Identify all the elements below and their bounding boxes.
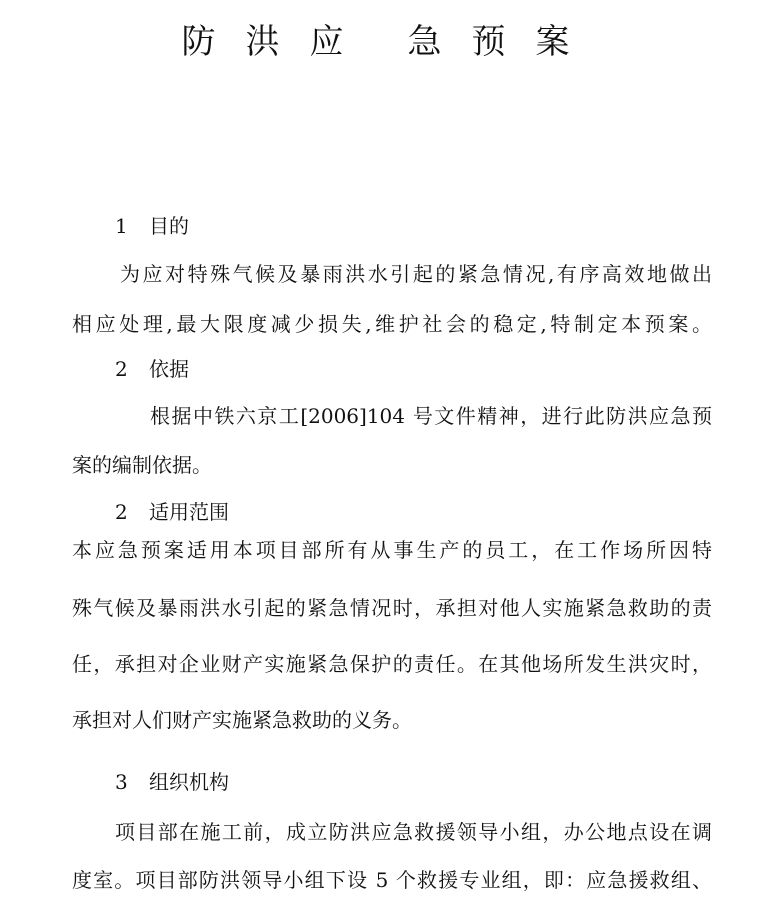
paragraph-line: 殊气候及暴雨洪水引起的紧急情况时，承担对他人实施紧急救助的责	[72, 596, 712, 620]
title-part-right: 急预案	[407, 22, 600, 62]
section-heading-2	[115, 357, 189, 381]
section-number: 2	[115, 357, 128, 381]
section-number: 3	[115, 770, 128, 794]
section-title: 依据	[149, 357, 189, 381]
section-title: 适用范围	[149, 500, 229, 524]
document-title	[0, 14, 781, 63]
paragraph-line: 案的编制依据。	[72, 453, 212, 477]
paragraph-line: 任，承担对企业财产实施紧急保护的责任。在其他场所发生洪灾时，	[72, 652, 712, 676]
paragraph-line: 度室。项目部防洪领导小组下设 5 个救援专业组，即：应急援救组、	[72, 868, 712, 892]
paragraph-line: 相应处理,最大限度减少损失,维护社会的稳定,特制定本预案。	[72, 312, 712, 336]
section-number: 2	[115, 500, 128, 524]
section-heading-1	[115, 214, 189, 238]
section-heading-4	[115, 770, 229, 794]
section-heading-3	[115, 500, 229, 524]
section-title: 组织机构	[149, 770, 229, 794]
paragraph-line: 根据中铁六京工[2006]104 号文件精神，进行此防洪应急预	[150, 404, 712, 428]
section-number: 1	[115, 214, 128, 238]
title-part-left: 防洪应	[181, 22, 374, 62]
section-title: 目的	[149, 214, 189, 238]
paragraph-line: 为应对特殊气候及暴雨洪水引起的紧急情况,有序高效地做出	[120, 262, 712, 286]
paragraph-line: 项目部在施工前，成立防洪应急救援领导小组，办公地点设在调	[115, 820, 712, 844]
paragraph-line: 本应急预案适用本项目部所有从事生产的员工，在工作场所因特	[72, 538, 712, 562]
paragraph-line: 承担对人们财产实施紧急救助的义务。	[72, 708, 412, 732]
